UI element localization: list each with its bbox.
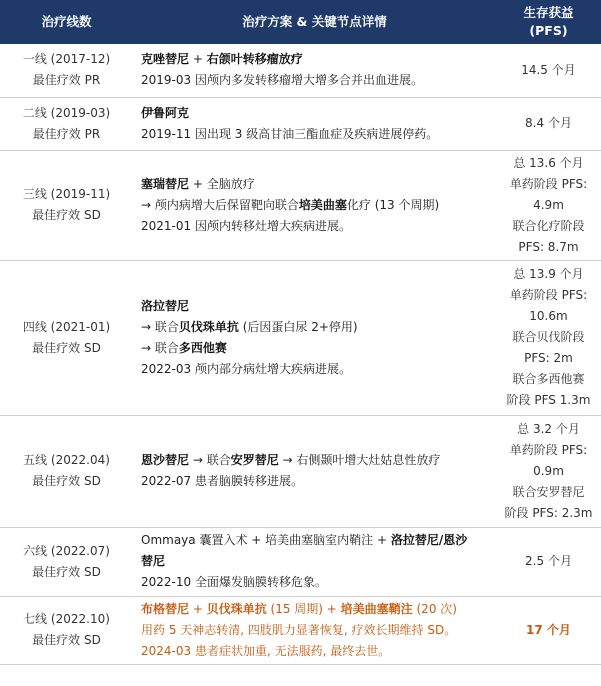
plan-line [141, 296, 490, 317]
header-treatment-line: 治疗线数 [41, 14, 92, 29]
pfs-value: 联合安罗替尼 [512, 484, 585, 499]
drug-name: 洛拉替尼 [141, 298, 190, 313]
pfs-cell [496, 97, 601, 150]
plan-text: (15 周期) + [266, 601, 341, 616]
pfs-value: PFS: 2m [524, 351, 573, 365]
plan-line [141, 338, 490, 359]
plan-text: + 全脑放疗 [189, 176, 255, 191]
plan-text: → 联合 [141, 340, 179, 355]
drug-name: 克唑替尼 [141, 52, 190, 67]
plan-text: Ommaya 囊置入术 + 培美曲塞脑室内鞘注 + [141, 533, 391, 547]
best-efficacy-label: 最佳疗效 SD [32, 633, 101, 647]
treatment-line-label: 三线 (2019-11) [22, 187, 111, 201]
plan-text: 2019-11 因出现 3 级高甘油三酯血症及疾病进展停药。 [141, 126, 439, 141]
drug-name: 贝伐珠单抗 [178, 319, 239, 334]
drug-name: 多西他赛 [178, 340, 227, 355]
pfs-value: PFS: 8.7m [518, 239, 579, 254]
plan-text: → 右侧颞叶增大灶姑息性放疗 [278, 453, 441, 467]
plan-text: 2022-03 颅内部分病灶增大疾病进展。 [141, 361, 351, 376]
drug-name: 安罗替尼 [230, 453, 279, 467]
plan-line [141, 572, 490, 593]
header-pfs-label: (PFS) [529, 23, 568, 38]
plan-line [141, 103, 490, 124]
header-survival-label: 生存获益 [523, 5, 574, 20]
pfs-value: 0.9m [533, 463, 564, 478]
pfs-value: 总 13.6 个月 [513, 155, 584, 170]
pfs-value: 联合多西他赛 [512, 372, 585, 386]
table-row [0, 596, 601, 664]
plan-text: 2022-10 全面爆发脑膜转移危象。 [141, 575, 327, 589]
pfs-value: 4.9m [533, 197, 564, 212]
treatment-line-label: 二线 (2019-03) [22, 105, 111, 120]
plan-line [141, 551, 490, 572]
drug-name: 塞瑞替尼 [141, 176, 190, 191]
pfs-cell [496, 260, 601, 415]
pfs-value: 17 个月 [526, 622, 571, 637]
pfs-value: 阶段 PFS: 2.3m [504, 505, 593, 520]
best-efficacy-label: 最佳疗效 SD [32, 208, 101, 222]
table-row [0, 527, 601, 596]
pfs-cell [496, 44, 601, 97]
treatment-line-cell [0, 527, 133, 596]
plan-line [141, 641, 490, 662]
plan-line [141, 620, 490, 641]
pfs-value: 单药阶段 PFS: [509, 176, 588, 191]
plan-details-cell [133, 97, 496, 150]
plan-text: → 联合 [189, 453, 231, 467]
treatment-line-label: 七线 (2022.10) [23, 612, 110, 626]
header-plan-details: 治疗方案 & 关键节点详情 [242, 14, 387, 29]
plan-details-cell [133, 150, 496, 260]
table-row [0, 150, 601, 260]
plan-text: 2024-03 患者症状加重, 无法服药, 最终去世。 [141, 643, 391, 658]
plan-details-cell [133, 596, 496, 664]
pfs-cell [496, 596, 601, 664]
plan-line [141, 359, 490, 380]
treatment-line-label: 五线 (2022.04) [23, 453, 110, 467]
plan-details-cell [133, 260, 496, 415]
plan-text: → 颅内病增大后保留靶向联合 [141, 197, 299, 212]
table-row [0, 97, 601, 150]
pfs-cell [496, 527, 601, 596]
plan-line [141, 195, 490, 216]
plan-line [141, 70, 490, 91]
drug-name: 洛拉替尼/恩沙 [390, 533, 468, 547]
plan-line [141, 471, 490, 492]
plan-text: 2021-01 因颅内转移灶增大疾病进展。 [141, 218, 351, 233]
plan-text: 用药 5 天神志转清, 四肢肌力显著恢复, 疗效长期维持 SD。 [141, 622, 457, 637]
plan-text: 2022-07 患者脑膜转移进展。 [141, 474, 303, 488]
drug-name: 右颌叶转移瘤放疗 [206, 52, 303, 67]
plan-text: (后因蛋白尿 2+停用) [238, 319, 358, 334]
plan-text: → 联合 [141, 319, 179, 334]
pfs-value: 联合化疗阶段 [512, 218, 585, 233]
drug-name: 培美曲塞鞘注 [340, 601, 413, 616]
plan-line [141, 124, 490, 145]
plan-details-cell [133, 44, 496, 97]
plan-text: 化疗 (13 个周期) [346, 197, 440, 212]
plan-details-cell [133, 527, 496, 596]
pfs-value: 阶段 PFS 1.3m [506, 393, 591, 407]
table-row [0, 44, 601, 97]
plan-line [141, 530, 490, 551]
plan-text: + [189, 52, 207, 67]
treatment-line-label: 六线 (2022.07) [23, 543, 110, 558]
plan-line [141, 174, 490, 195]
pfs-value: 单药阶段 PFS: [509, 442, 588, 457]
table-row [0, 260, 601, 415]
pfs-cell [496, 415, 601, 527]
treatment-line-cell [0, 150, 133, 260]
best-efficacy-label: 最佳疗效 SD [32, 564, 101, 579]
plan-line [141, 450, 490, 471]
plan-text: (20 次) [412, 601, 457, 616]
pfs-value: 总 3.2 个月 [517, 421, 580, 436]
drug-name: 培美曲塞 [298, 197, 347, 212]
plan-details-cell [133, 415, 496, 527]
best-efficacy-label: 最佳疗效 SD [32, 474, 101, 488]
pfs-value: 联合贝伐阶段 [512, 330, 585, 344]
treatment-line-cell [0, 415, 133, 527]
drug-name: 贝伐珠单抗 [206, 601, 267, 616]
best-efficacy-label: 最佳疗效 SD [32, 340, 101, 355]
plan-line [141, 49, 490, 70]
plan-line [141, 317, 490, 338]
drug-name: 伊鲁阿克 [141, 105, 190, 120]
pfs-value: 总 13.9 个月 [513, 267, 584, 281]
table-header-row [0, 0, 601, 44]
pfs-value: 单药阶段 PFS: [509, 288, 588, 302]
plan-text: + [189, 601, 207, 616]
treatment-line-cell [0, 44, 133, 97]
treatment-line-cell [0, 260, 133, 415]
pfs-cell [496, 150, 601, 260]
table-row [0, 415, 601, 527]
best-efficacy-label: 最佳疗效 PR [32, 73, 101, 88]
drug-name: 替尼 [141, 554, 166, 568]
pfs-value: 10.6m [529, 309, 568, 323]
pfs-value: 14.5 个月 [521, 62, 576, 77]
treatment-line-cell [0, 97, 133, 150]
drug-name: 布格替尼 [141, 601, 190, 616]
drug-name: 恩沙替尼 [141, 453, 190, 467]
best-efficacy-label: 最佳疗效 PR [32, 126, 101, 141]
plan-line [141, 599, 490, 620]
pfs-value: 8.4 个月 [525, 116, 572, 130]
treatment-line-label: 四线 (2021-01) [22, 319, 111, 334]
treatment-line-label: 一线 (2017-12) [22, 52, 111, 67]
plan-line [141, 216, 490, 237]
pfs-value: 2.5 个月 [525, 554, 572, 568]
plan-text: 2019-03 因颅内多发转移瘤增大增多合并出血进展。 [141, 73, 423, 88]
treatment-line-cell [0, 596, 133, 664]
header-survival-benefit [496, 0, 601, 44]
